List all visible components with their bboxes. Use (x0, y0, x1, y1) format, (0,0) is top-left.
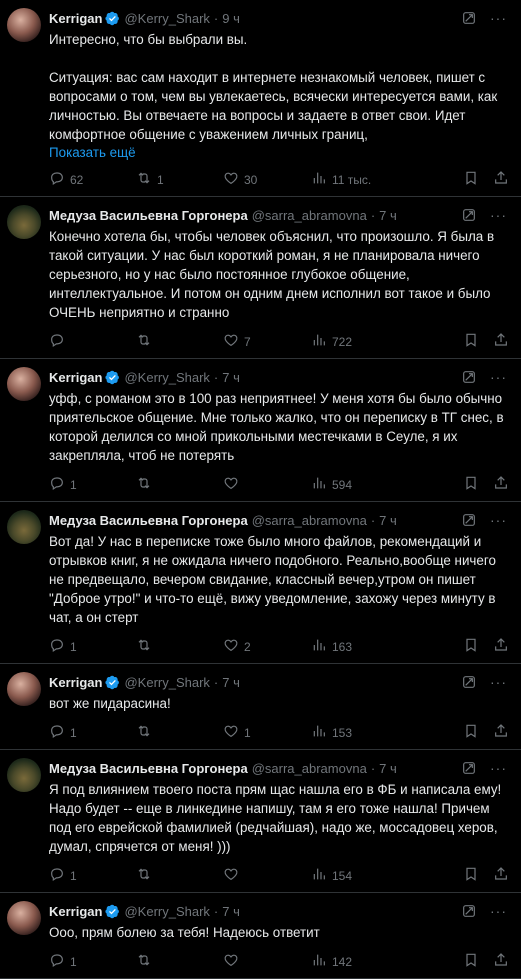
tweet-header (49, 758, 509, 778)
separator-dot: · (213, 903, 219, 919)
bookmark-icon (463, 952, 479, 971)
reply-button[interactable] (49, 723, 77, 742)
retweet-icon (136, 170, 152, 189)
tweet-actions (49, 942, 509, 978)
tweet-header (49, 901, 509, 921)
verified-badge-icon (105, 370, 120, 385)
views-icon (311, 475, 327, 494)
tweet-time[interactable]: 9 ч (222, 10, 240, 26)
share-icon (493, 332, 509, 351)
share-button[interactable] (493, 170, 509, 189)
author-handle[interactable]: @Kerry_Shark (124, 369, 210, 385)
more-icon[interactable]: ··· (490, 207, 507, 223)
more-icon[interactable]: ··· (490, 10, 507, 26)
tweet[interactable] (0, 664, 521, 750)
author-handle[interactable]: @Kerry_Shark (124, 903, 210, 919)
views-button[interactable] (311, 723, 352, 742)
retweet-button[interactable] (136, 866, 157, 885)
tweet-text: вот же пидарасина! (49, 696, 171, 711)
separator-dot: · (213, 674, 219, 690)
like-icon (223, 952, 239, 971)
like-button[interactable] (223, 723, 251, 742)
views-count: 722 (332, 334, 353, 349)
views-count: 153 (332, 725, 353, 740)
share-button[interactable] (493, 952, 509, 971)
reply-button[interactable] (49, 332, 70, 351)
reply-icon (49, 332, 65, 351)
reply-icon (49, 475, 65, 494)
views-count: 594 (332, 477, 353, 492)
grok-icon[interactable] (461, 369, 477, 385)
reply-count: 62 (70, 172, 84, 187)
like-icon (223, 170, 239, 189)
retweet-button[interactable] (136, 952, 157, 971)
bookmark-icon (463, 637, 479, 656)
like-icon (223, 475, 239, 494)
more-icon[interactable]: ··· (490, 903, 507, 919)
like-icon (223, 332, 239, 351)
tweet-text: Я под влиянием твоего поста прям щас нашла его в ФБ и написала ему! Надо будет -- еще в линкедине напишу, там я его тоже нашла! Причем под его еврейской фамилией (редчайшая), надо же, моссадовец херов, думал, спрячется от меня! ))) (49, 782, 502, 854)
share-button[interactable] (493, 332, 509, 351)
views-icon (311, 637, 327, 656)
retweet-icon (136, 866, 152, 885)
tweet-time[interactable]: 7 ч (379, 512, 397, 528)
views-icon (311, 723, 327, 742)
tweet[interactable] (0, 893, 521, 979)
separator-dot: · (213, 369, 219, 385)
tweet-header (49, 510, 509, 530)
share-icon (493, 723, 509, 742)
views-icon (311, 332, 327, 351)
share-icon (493, 475, 509, 494)
bookmark-icon (463, 332, 479, 351)
tweet-time[interactable]: 7 ч (379, 760, 397, 776)
views-button[interactable] (311, 866, 352, 885)
grok-icon[interactable] (461, 10, 477, 26)
reply-icon (49, 952, 65, 971)
show-more-link[interactable]: Показать ещё (49, 145, 136, 160)
bookmark-icon (463, 170, 479, 189)
share-icon (493, 637, 509, 656)
tweet-header (49, 8, 509, 28)
author-name[interactable]: Медуза Васильевна Горгонера (49, 760, 248, 776)
author-handle[interactable]: @sarra_abramovna (251, 512, 367, 528)
tweet-header (49, 672, 509, 692)
grok-icon[interactable] (461, 674, 477, 690)
retweet-button[interactable] (136, 723, 157, 742)
like-count: 1 (244, 725, 251, 740)
grok-icon[interactable] (461, 760, 477, 776)
tweet[interactable] (0, 750, 521, 893)
reply-button[interactable] (49, 866, 77, 885)
avatar[interactable] (7, 672, 41, 706)
tweet[interactable] (0, 359, 521, 502)
author-handle[interactable]: @Kerry_Shark (124, 674, 210, 690)
reply-button[interactable] (49, 170, 83, 189)
like-icon (223, 866, 239, 885)
views-count: 163 (332, 639, 353, 654)
author-name[interactable]: Медуза Васильевна Горгонера (49, 207, 248, 223)
like-button[interactable] (223, 332, 251, 351)
views-icon (311, 866, 327, 885)
tweet[interactable] (0, 197, 521, 359)
separator-dot: · (370, 207, 376, 223)
share-icon (493, 952, 509, 971)
reply-icon (49, 723, 65, 742)
bookmark-button[interactable] (463, 952, 479, 971)
separator-dot: · (370, 760, 376, 776)
author-name[interactable]: Kerrigan (49, 903, 103, 919)
tweet-time[interactable]: 7 ч (222, 674, 240, 690)
bookmark-button[interactable] (463, 475, 479, 494)
author-name[interactable]: Kerrigan (49, 674, 103, 690)
like-icon (223, 637, 239, 656)
avatar[interactable] (7, 510, 41, 544)
retweet-icon (136, 952, 152, 971)
like-button[interactable] (223, 170, 257, 189)
reply-icon (49, 866, 65, 885)
like-button[interactable] (223, 866, 244, 885)
reply-button[interactable] (49, 475, 77, 494)
reply-count: 1 (70, 639, 77, 654)
share-button[interactable] (493, 637, 509, 656)
tweet-actions (49, 713, 509, 749)
bookmark-button[interactable] (463, 723, 479, 742)
reply-count: 1 (70, 868, 77, 883)
separator-dot: · (370, 512, 376, 528)
verified-badge-icon (105, 904, 120, 919)
author-name[interactable]: Медуза Васильевна Горгонера (49, 512, 248, 528)
tweet-text: Интересно, что бы выбрали вы. Ситуация: вас сам находит в интернете незнакомый человек, пишет с вопросами о том, чем вы увлекаетесь, всячески интересуется вами, как личностью. Вы отвечаете на вопросы и задаете в ответ свои. Идет комфортное общение с уважением личных границ, (49, 32, 498, 142)
bookmark-icon (463, 475, 479, 494)
views-count: 11 тыс. (332, 172, 372, 187)
author-name[interactable]: Kerrigan (49, 369, 103, 385)
more-icon[interactable]: ··· (490, 512, 507, 528)
grok-icon[interactable] (461, 903, 477, 919)
retweet-icon (136, 332, 152, 351)
tweet-actions (49, 322, 509, 358)
bookmark-button[interactable] (463, 170, 479, 189)
tweet-text: Ооо, прям болею за тебя! Надеюсь ответит (49, 925, 320, 940)
bookmark-button[interactable] (463, 332, 479, 351)
avatar[interactable] (7, 901, 41, 935)
avatar[interactable] (7, 758, 41, 792)
reply-count: 1 (70, 725, 77, 740)
reply-icon (49, 637, 65, 656)
like-count: 30 (244, 172, 258, 187)
reply-button[interactable] (49, 952, 77, 971)
more-icon[interactable]: ··· (490, 369, 507, 385)
more-icon[interactable]: ··· (490, 760, 507, 776)
retweet-button[interactable] (136, 475, 157, 494)
bookmark-button[interactable] (463, 866, 479, 885)
tweet-text: Вот да! У нас в переписке тоже было много файлов, рекомендаций и отрывков книг, я не ожидала ничего подобного. Реально,вообще ничего не предвещало, вечером свидание, классный вечер,утром он пишет "Доброе утро!" и что-то ещё, вижу уведомление, захожу через минуту в чат, а он стерт (49, 534, 496, 625)
like-button[interactable] (223, 637, 251, 656)
reply-count: 1 (70, 477, 77, 492)
bookmark-icon (463, 723, 479, 742)
views-button[interactable] (311, 952, 352, 971)
views-button[interactable] (311, 332, 352, 351)
tweet[interactable] (0, 0, 521, 197)
reply-icon (49, 170, 65, 189)
views-count: 154 (332, 868, 353, 883)
avatar[interactable] (7, 367, 41, 401)
like-button[interactable] (223, 475, 244, 494)
reply-button[interactable] (49, 637, 77, 656)
tweet[interactable] (0, 502, 521, 664)
reply-count: 1 (70, 954, 77, 969)
bookmark-icon (463, 866, 479, 885)
share-icon (493, 866, 509, 885)
like-icon (223, 723, 239, 742)
verified-badge-icon (105, 675, 120, 690)
retweet-icon (136, 637, 152, 656)
views-button[interactable] (311, 170, 371, 189)
tweet-header (49, 367, 509, 387)
separator-dot: · (213, 10, 219, 26)
tweet-actions (49, 856, 509, 892)
share-icon (493, 170, 509, 189)
retweet-button[interactable] (136, 332, 157, 351)
avatar[interactable] (7, 205, 41, 239)
views-button[interactable] (311, 475, 352, 494)
views-count: 142 (332, 954, 353, 969)
avatar[interactable] (7, 8, 41, 42)
retweet-icon (136, 723, 152, 742)
tweet-header (49, 205, 509, 225)
retweet-button[interactable] (136, 170, 164, 189)
retweet-icon (136, 475, 152, 494)
author-handle[interactable]: @sarra_abramovna (251, 207, 367, 223)
tweet-text: уфф, с романом это в 100 раз неприятнее! У меня хотя бы было обычно приятельское общение. Мне только жалко, что он переписку в ТГ снес, в которой делился со мной прикольными местечками в Сеуле, я их закрепляла, чтоб не потерять (49, 391, 504, 463)
author-handle[interactable]: @Kerry_Shark (124, 10, 210, 26)
bookmark-button[interactable] (463, 637, 479, 656)
retweet-count: 1 (157, 172, 164, 187)
tweet-actions (49, 627, 509, 663)
tweet-time[interactable]: 7 ч (222, 369, 240, 385)
more-icon[interactable]: ··· (490, 674, 507, 690)
views-icon (311, 952, 327, 971)
author-name[interactable]: Kerrigan (49, 10, 103, 26)
tweet-actions (49, 160, 509, 196)
views-button[interactable] (311, 637, 352, 656)
retweet-button[interactable] (136, 637, 157, 656)
tweet-text: Конечно хотела бы, чтобы человек объяснил, что произошло. Я была в такой ситуации. У нас был короткий роман, я не планировала ничего серьезного, но у нас было постоянное глубокое общение, интеллектуальное. И потом он одним днем исполнил вот такое и было ОЧЕНЬ неприятно и странно (49, 229, 495, 320)
tweet-time[interactable]: 7 ч (222, 903, 240, 919)
like-button[interactable] (223, 952, 244, 971)
share-button[interactable] (493, 723, 509, 742)
grok-icon[interactable] (461, 207, 477, 223)
verified-badge-icon (105, 11, 120, 26)
tweet-time[interactable]: 7 ч (379, 207, 397, 223)
author-handle[interactable]: @sarra_abramovna (251, 760, 367, 776)
share-button[interactable] (493, 866, 509, 885)
views-icon (311, 170, 327, 189)
like-count: 7 (244, 334, 251, 349)
like-count: 2 (244, 639, 251, 654)
grok-icon[interactable] (461, 512, 477, 528)
tweet-actions (49, 465, 509, 501)
share-button[interactable] (493, 475, 509, 494)
